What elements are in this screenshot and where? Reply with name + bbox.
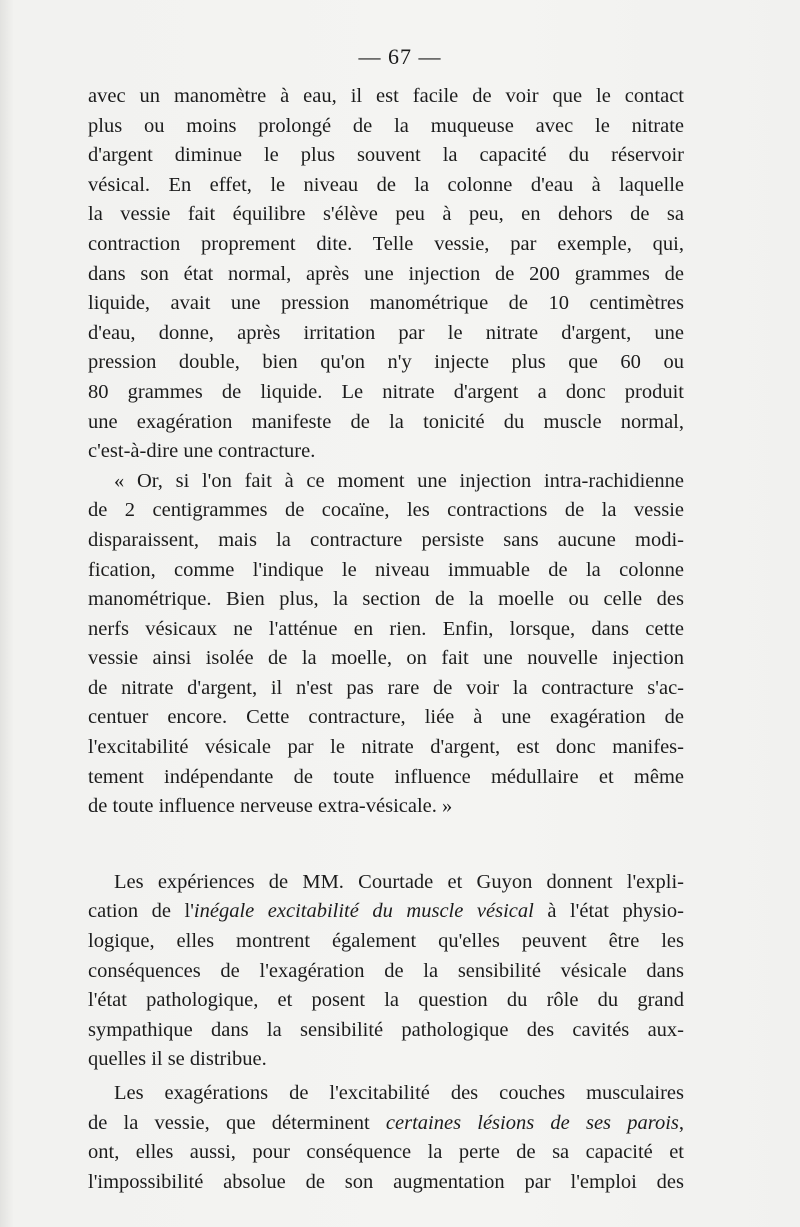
paragraph-4 <box>88 1079 684 1197</box>
text-line: Les exagérations de l'excitabilité des couches musculaires <box>114 1082 684 1104</box>
text-line: d'argent diminue le plus souvent la capacité du réservoir <box>88 144 684 167</box>
text-line: de la vessie, que déterminent certaines lésions de ses parois, <box>88 1111 684 1134</box>
page-number: — 67 — <box>358 44 442 69</box>
text-line: l'état pathologique, et posent la question du rôle du grand <box>88 989 684 1012</box>
paragraph-1 <box>88 82 684 467</box>
text-line: pression double, bien qu'on n'y injecte plus que 60 ou <box>88 351 684 374</box>
italic-phrase: inégale excitabilité du muscle vésical <box>193 900 534 923</box>
text-line: ont, elles aussi, pour conséquence la perte de sa capacité et <box>88 1141 684 1164</box>
text-line: d'eau, donne, après irritation par le nitrate d'argent, une <box>88 321 684 344</box>
text-line: manométrique. Bien plus, la section de la moelle ou celle des <box>88 588 684 611</box>
text-line: vessie ainsi isolée de la moelle, on fait une nouvelle injection <box>88 647 684 670</box>
paragraph-3 <box>88 868 684 1075</box>
text-line: liquide, avait une pression manométrique de 10 centimètres <box>88 292 684 315</box>
text-line: de nitrate d'argent, il n'est pas rare de voir la contracture s'ac- <box>88 676 684 699</box>
text-line: c'est-à-dire une contracture. <box>88 440 316 463</box>
text-line: Les expériences de MM. Courtade et Guyon donnent l'expli- <box>114 870 684 893</box>
paragraph-2 <box>88 467 684 822</box>
text-line: dans son état normal, après une injection de 200 grammes de <box>88 262 684 285</box>
text-line: plus ou moins prolongé de la muqueuse avec le nitrate <box>88 114 684 137</box>
text-line: de 2 centigrammes de cocaïne, les contractions de la vessie <box>88 499 684 522</box>
text-line: quelles il se distribue. <box>88 1048 267 1071</box>
body-text <box>88 82 684 1197</box>
text-line: une exagération manifeste de la tonicité du muscle normal, <box>88 410 684 433</box>
text-line: cation de l'inégale excitabilité du muscle vésical à l'état physio- <box>88 900 685 923</box>
text-line: fication, comme l'indique le niveau immuable de la colonne <box>88 558 684 581</box>
text-line: contraction proprement dite. Telle vessie, par exemple, qui, <box>88 232 684 255</box>
text-line: de toute influence nerveuse extra-vésicale. » <box>88 795 453 818</box>
text-line: conséquences de l'exagération de la sensibilité vésicale dans <box>88 959 684 982</box>
text-line: logique, elles montrent également qu'elles peuvent être les <box>88 930 684 953</box>
text-line: tement indépendante de toute influence médullaire et même <box>88 765 684 788</box>
text-line: avec un manomètre à eau, il est facile de voir que le contact <box>88 85 684 107</box>
text-line: l'impossibilité absolue de son augmentation par l'emploi des <box>88 1170 684 1193</box>
italic-phrase: certaines lésions de ses parois <box>385 1111 679 1134</box>
text-line: 80 grammes de liquide. Le nitrate d'argent a donc produit <box>88 380 684 403</box>
text-line: centuer encore. Cette contracture, liée à une exagération de <box>88 706 684 729</box>
text-line: « Or, si l'on fait à ce moment une injection intra-rachidienne <box>114 469 684 492</box>
text-line: l'excitabilité vésicale par le nitrate d'argent, est donc manifes- <box>88 736 684 759</box>
text-line: disparaissent, mais la contracture persiste sans aucune modi- <box>88 528 684 551</box>
text-line: la vessie fait équilibre s'élève peu à peu, en dehors de sa <box>88 203 684 226</box>
text-line: sympathique dans la sensibilité pathologique des cavités aux- <box>88 1018 684 1041</box>
text-line: vésical. En effet, le niveau de la colonne d'eau à laquelle <box>88 173 684 196</box>
text-line: nerfs vésicaux ne l'atténue en rien. Enfin, lorsque, dans cette <box>88 617 684 640</box>
